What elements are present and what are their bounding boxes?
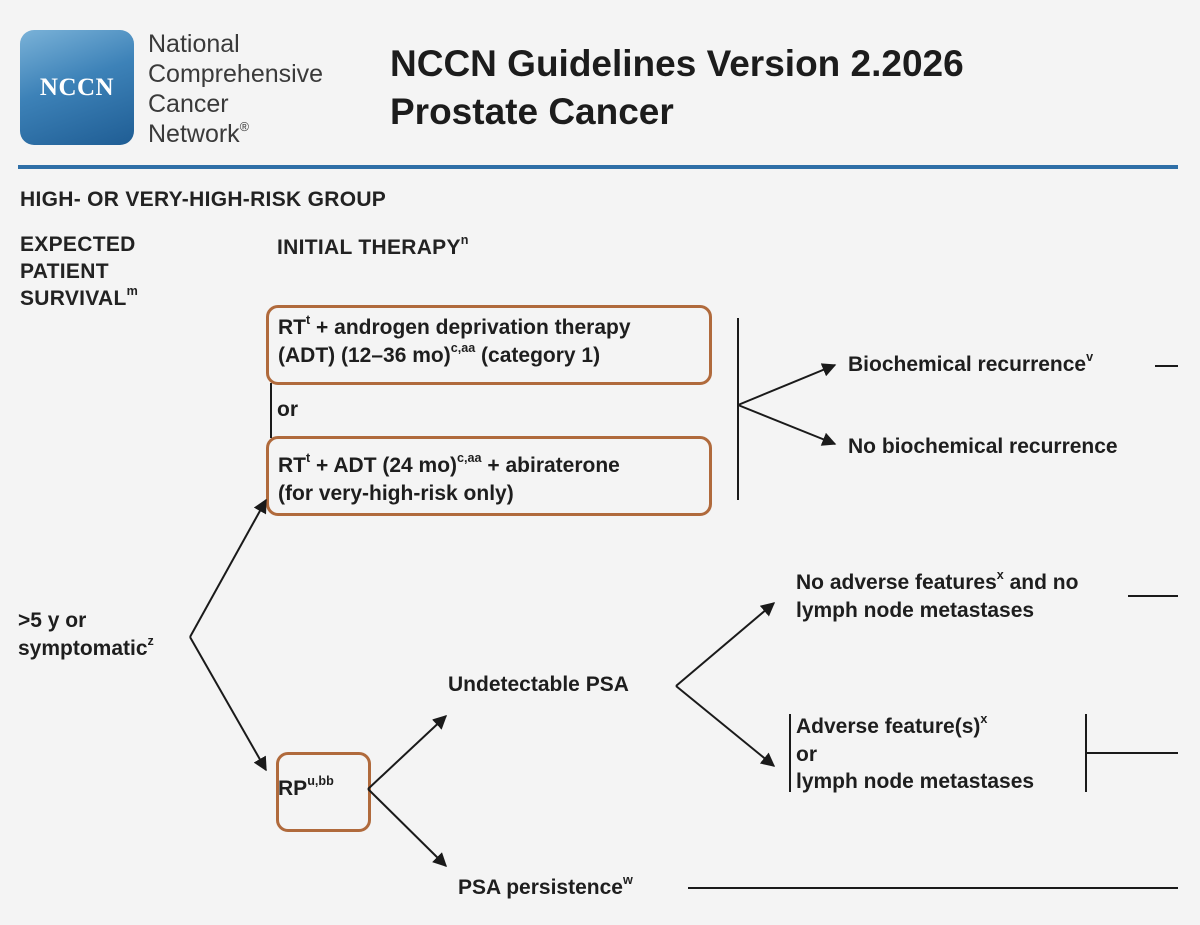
arrow-to-undetectable-psa bbox=[368, 716, 446, 789]
survival-footnote: m bbox=[126, 284, 139, 299]
and-no-text: and no bbox=[1003, 571, 1079, 594]
rt-label-2: RT bbox=[278, 454, 306, 477]
category-label: (category 1) bbox=[475, 344, 601, 367]
outcome-adverse-line-3: lymph node metastases bbox=[796, 770, 1035, 793]
org-name-line-3: Cancer bbox=[148, 90, 229, 118]
outcome-undetectable-psa: Undetectable PSA bbox=[448, 673, 629, 696]
rp-text: RP bbox=[278, 777, 308, 800]
adt-footnote: c,aa bbox=[450, 341, 476, 356]
no-adverse-footnote: x bbox=[996, 568, 1004, 583]
psa-persistence-text: PSA persistence bbox=[458, 876, 623, 899]
section-title: HIGH- OR VERY-HIGH-RISK GROUP bbox=[20, 188, 387, 211]
symptomatic-text: symptomatic bbox=[18, 637, 148, 660]
org-name-network: Network bbox=[148, 120, 240, 148]
survival-header-line-2: PATIENT bbox=[20, 260, 109, 283]
adt-text: + androgen deprivation therapy bbox=[310, 316, 631, 339]
registered-mark: ® bbox=[239, 119, 249, 134]
arrow-to-no-adverse bbox=[676, 603, 774, 686]
outcome-no-biochemical-recurrence: No biochemical recurrence bbox=[848, 435, 1118, 458]
survival-header-line-1: EXPECTED bbox=[20, 233, 136, 256]
page-title: NCCN Guidelines Version 2.2026 bbox=[390, 43, 964, 84]
page-subtitle: Prostate Cancer bbox=[390, 91, 674, 132]
abiraterone-text: + abiraterone bbox=[481, 454, 620, 477]
therapy-abiraterone-line-2: (for very-high-risk only) bbox=[278, 482, 514, 505]
rp-footnote: u,bb bbox=[307, 774, 334, 789]
no-adverse-text: No adverse features bbox=[796, 571, 997, 594]
psa-persistence-footnote: w bbox=[622, 873, 633, 888]
arrow-to-psa-persistence bbox=[368, 789, 446, 866]
arrow-to-biochem-recurrence bbox=[738, 365, 835, 405]
adverse-footnote: x bbox=[980, 712, 988, 727]
survival-header-text: SURVIVAL bbox=[20, 287, 127, 310]
adt-duration: (ADT) (12–36 mo) bbox=[278, 344, 451, 367]
therapy-header-text: INITIAL THERAPY bbox=[277, 236, 461, 259]
therapy-footnote: n bbox=[460, 233, 469, 248]
patient-criteria-line-1: >5 y or bbox=[18, 609, 87, 632]
or-label: or bbox=[277, 398, 298, 421]
rt-footnote: t bbox=[306, 313, 311, 328]
arrow-to-rt-therapy bbox=[190, 500, 266, 637]
arrow-to-no-biochem-recurrence bbox=[738, 405, 835, 444]
biochem-recurrence-footnote: v bbox=[1086, 350, 1094, 365]
symptomatic-footnote: z bbox=[147, 634, 154, 649]
rt-label: RT bbox=[278, 316, 306, 339]
adt-footnote-2: c,aa bbox=[457, 451, 482, 466]
logo-text: NCCN bbox=[39, 73, 115, 101]
adt-24-text: + ADT (24 mo) bbox=[310, 454, 458, 477]
org-name-line-2: Comprehensive bbox=[148, 60, 324, 88]
outcome-no-adverse-line-2: lymph node metastases bbox=[796, 599, 1035, 622]
outcome-adverse-line-2: or bbox=[796, 743, 817, 766]
adverse-text: Adverse feature(s) bbox=[796, 715, 981, 738]
org-name-line-1: National bbox=[148, 30, 240, 58]
arrow-to-adverse bbox=[676, 686, 774, 766]
biochem-recurrence-text: Biochemical recurrence bbox=[848, 353, 1087, 376]
rt-footnote-2: t bbox=[306, 451, 311, 466]
arrow-to-rp bbox=[190, 637, 266, 770]
